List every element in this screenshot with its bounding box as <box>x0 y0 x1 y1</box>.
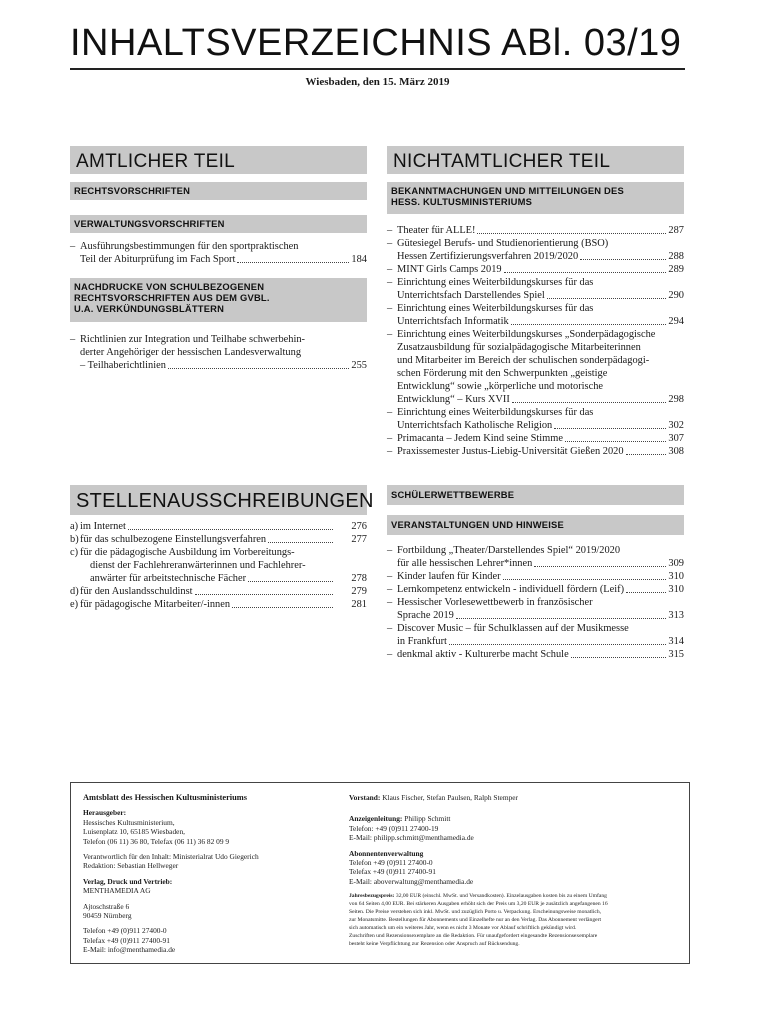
toc-entry[interactable]: – MINT Girls Camps 2019 289 <box>387 264 684 275</box>
subsection-line: HESS. KULTUSMINISTERIUMS <box>391 196 533 207</box>
toc-entry[interactable]: – Theater für ALLE! 287 <box>387 225 684 236</box>
entry-text: Entwicklung“ sowie „körperliche und motorische <box>397 381 604 392</box>
page-number: 307 <box>668 433 684 444</box>
ads-name: Philipp Schmitt <box>404 814 451 824</box>
entry-text: Richtlinien zur Integration und Teilhabe schwerbehin- <box>80 334 306 345</box>
leader-dots <box>554 419 666 429</box>
leader-dots <box>626 445 667 455</box>
toc-list-stellen <box>70 520 367 611</box>
item-label: e) <box>70 599 79 610</box>
subsection-bekanntmachungen <box>387 182 684 214</box>
subsection-line: RECHTSVORSCHRIFTEN AUS DEM GVBL. <box>74 292 270 303</box>
entry-text: Discover Music – für Schulklassen auf der Musikmesse <box>397 623 629 634</box>
subscriptions-label: Abonnentenverwaltung <box>349 848 424 858</box>
toc-entry[interactable]: – Kinder laufen für Kinder 310 <box>387 571 684 582</box>
entry-text: Ausführungsbestimmungen für den sportpraktischen <box>80 241 299 252</box>
page-number: 288 <box>668 251 684 262</box>
entry-text: schen Förderung mit den Schwerpunkten „geistige <box>397 368 608 379</box>
responsible-line: Verantwortlich für den Inhalt: Ministerialrat Udo Giegerich <box>83 852 259 862</box>
entry-text: Unterrichtsfach Darstellendes Spiel <box>397 290 545 301</box>
entry-text: Fortbildung „Theater/Darstellendes Spiel“ 2019/2020 <box>397 545 621 556</box>
entry-text: Entwicklung“ – Kurs XVII <box>397 394 510 405</box>
publisher-house-label: Verlag, Druck und Vertrieb: <box>83 876 173 886</box>
leader-dots <box>456 609 667 619</box>
toc-list-bekanntmachungen <box>387 224 684 458</box>
entry-text: dienst der Fachlehreranwärterinnen und Fachlehrer- <box>90 560 306 571</box>
section-nichtamtlicher-teil: NICHTAMTLICHER TEIL <box>387 146 684 174</box>
entry-text: Einrichtung eines Weiterbildungskurses für das <box>397 277 594 288</box>
page-number: 313 <box>668 610 684 621</box>
entry-text: für alle hessischen Lehrer*innen <box>397 558 533 569</box>
page-number: 310 <box>668 571 684 582</box>
entry-text: anwärter für arbeitstechnische Fächer <box>90 573 247 584</box>
page-number: 290 <box>668 290 684 301</box>
price-text: 32,00 EUR (einschl. MwSt. und Versandkosten). Einzelausgaben kosten bis zu einem Umfang <box>395 893 607 900</box>
board-label: Vorstand: <box>349 793 381 802</box>
publisher-label: Herausgeber: <box>83 808 127 818</box>
imprint-right <box>349 793 685 948</box>
publisher-fax: Telefax +49 (0)911 27400-91 <box>83 935 170 945</box>
leader-dots <box>547 289 667 299</box>
publisher-line: Luisenplatz 10, 65185 Wiesbaden, <box>83 827 185 837</box>
entry-text: Unterrichtsfach Informatik <box>397 316 509 327</box>
leader-dots <box>268 533 333 543</box>
leader-dots <box>237 253 349 263</box>
entry-text: und Mitarbeiter im Bereich der schulischen sonderpädagogi- <box>397 355 650 366</box>
dateline: Wiesbaden, den 15. März 2019 <box>305 76 450 88</box>
subsection-nachdrucke <box>70 278 367 322</box>
entry-text: derter Angehöriger der hessischen Landesverwaltung <box>80 347 302 358</box>
price-text: zur Monatsmitte. Bestellungen für Abonnements und Einzelhefte nur an den Verlag. Das Abonnement verlängert <box>349 917 602 924</box>
entry-text: Einrichtung eines Weiterbildungskurses für das <box>397 303 594 314</box>
item-label: c) <box>70 547 79 558</box>
toc-entry[interactable]: – Gütesiegel Berufs- und Studienorientierung (BSO) Hessen Zertifizierungsverfahren 2019/2020 288 <box>387 238 684 262</box>
entry-text: im Internet <box>80 521 126 532</box>
subscriptions-phone: Telefon +49 (0)911 27400-0 <box>349 858 433 868</box>
toc-entry[interactable] <box>70 585 367 598</box>
price-text: von 64 Seiten 4,00 EUR. Bei stärkeren Ausgaben erhöht sich der Preis um 3,20 EUR je zusätzlich angefangenen 16 <box>349 901 608 908</box>
toc-entry[interactable]: – Einrichtung eines Weiterbildungskurses für das Unterrichtsfach Darstellendes Spiel 290 <box>387 277 684 301</box>
entry-text: Primacanta – Jedem Kind seine Stimme <box>397 433 563 444</box>
ads-label: Anzeigenleitung: <box>349 814 403 824</box>
toc-entry[interactable]: – Praxissemester Justus-Liebig-Universität Gießen 2020 308 <box>387 446 684 457</box>
publisher-line: Hessisches Kultusministerium, <box>83 817 175 827</box>
page-number: 287 <box>668 225 684 236</box>
subsection-rechtsvorschriften: RECHTSVORSCHRIFTEN <box>70 182 367 200</box>
imprint-box <box>70 782 690 964</box>
item-label: a) <box>70 521 79 532</box>
entry-text: Einrichtung eines Weiterbildungskurses für das <box>397 407 594 418</box>
leader-dots <box>232 598 333 608</box>
subsection-veranstaltungen: VERANSTALTUNGEN UND HINWEISE <box>387 515 684 535</box>
entry-text: in Frankfurt <box>397 636 447 647</box>
entry-text: für das schulbezogene Einstellungsverfahren <box>80 534 267 545</box>
section-stellenausschreibungen: STELLENAUSSCHREIBUNGEN <box>70 485 367 515</box>
subsection-line: U.A. VERKÜNDUNGSBLÄTTERN <box>74 303 225 314</box>
leader-dots <box>534 557 666 567</box>
leader-dots <box>195 585 333 595</box>
price-text: Zuschriften und Rezensionsexemplare an die Redaktion. Für unaufgefordert eingesandte Rezensionsexemplare <box>349 933 598 940</box>
subscriptions-fax: Telefax +49 (0)911 27400-91 <box>349 867 436 877</box>
imprint-left <box>83 793 343 955</box>
entry-text: für pädagogische Mitarbeiter/-innen <box>80 599 231 610</box>
entry-text: Einrichtung eines Weiterbildungskurses „Sonderpädagogische <box>397 329 656 340</box>
toc-entry[interactable]: – Richtlinien zur Integration und Teilhabe schwerbehin- derter Angehöriger der hessischen Landesverwaltung – Teilhaberichtlinien 255 <box>70 334 367 371</box>
page-number: 255 <box>351 360 367 371</box>
editor-line: Redaktion: Sebastian Hellweger <box>83 861 179 871</box>
page-number: 310 <box>668 584 684 595</box>
page-number: 279 <box>351 586 367 597</box>
leader-dots <box>512 393 667 403</box>
toc-entry[interactable]: – Discover Music – für Schulklassen auf der Musikmesse in Frankfurt 314 <box>387 623 684 647</box>
toc-entry[interactable]: – Primacanta – Jedem Kind seine Stimme 307 <box>387 433 684 444</box>
toc-entry[interactable]: – Einrichtung eines Weiterbildungskurses für das Unterrichtsfach Katholische Religion 302 <box>387 407 684 431</box>
page-number: 281 <box>351 599 367 610</box>
page-number: 308 <box>668 446 684 457</box>
toc-entry[interactable] <box>70 598 367 611</box>
item-label: b) <box>70 534 79 545</box>
leader-dots <box>571 648 667 658</box>
leader-dots <box>168 359 349 369</box>
subsection-line: NACHDRUCKE VON SCHULBEZOGENEN <box>74 281 265 292</box>
page-number: 302 <box>668 420 684 431</box>
item-label: d) <box>70 586 79 597</box>
page-number: 294 <box>668 316 684 327</box>
leader-dots <box>248 572 333 582</box>
toc-entry[interactable]: – Einrichtung eines Weiterbildungskurses „Sonderpädagogische Zusatzausbildung für sozialpädagogische Mitarbeiterinnen und Mitarbeiter im Bereich der schulischen sonderpädagogi- schen Förderung mit den Schwerpunkten „geistige Entwicklung“ sowie „körperliche und motorische Entwicklung“ – Kurs XVII 298 <box>387 329 684 405</box>
entry-text: Praxissemester Justus-Liebig-Universität Gießen 2020 <box>397 446 624 457</box>
entry-text: Hessischer Vorlesewettbewerb in französischer <box>397 597 593 608</box>
subsection-schuelerwettbewerbe: SCHÜLERWETTBEWERBE <box>387 485 684 505</box>
entry-text: für die pädagogische Ausbildung im Vorbereitungs- <box>80 547 295 558</box>
entry-text: denkmal aktiv - Kulturerbe macht Schule <box>397 649 569 660</box>
toc-list-veranstaltungen <box>387 544 684 661</box>
ads-phone: Telefon: +49 (0)911 27400-19 <box>349 823 439 833</box>
subsection-verwaltungsvorschriften: VERWALTUNGSVORSCHRIFTEN <box>70 215 367 233</box>
toc-entry[interactable] <box>70 520 367 533</box>
leader-dots <box>580 250 666 260</box>
price-info <box>349 892 685 948</box>
title-rule <box>70 68 685 70</box>
leader-dots <box>504 263 667 273</box>
section-amtlicher-teil: AMTLICHER TEIL <box>70 146 367 174</box>
entry-text: Lernkompetenz entwickeln - individuell fördern (Leif) <box>397 584 625 595</box>
toc-entry[interactable]: – Einrichtung eines Weiterbildungskurses für das Unterrichtsfach Informatik 294 <box>387 303 684 327</box>
ads-email[interactable]: E-Mail: philipp.schmitt@menthamedia.de <box>349 833 474 843</box>
subsection-line: BEKANNTMACHUNGEN UND MITTEILUNGEN DES <box>391 185 624 196</box>
page-title: INHALTSVERZEICHNIS ABl. 03/19 <box>70 22 682 64</box>
price-text: Seiten. Die Preise verstehen sich inkl. MwSt. und zuzüglich Porto u. Verpackung. Erscheinungsweise monatlich, <box>349 909 602 916</box>
entry-text: Theater für ALLE! <box>397 225 476 236</box>
subscriptions-email[interactable]: E-Mail: aboverwaltung@menthamedia.de <box>349 876 474 886</box>
leader-dots <box>477 224 666 234</box>
publisher-line: Telefon (06 11) 36 80, Telefax (06 11) 36 82 09 9 <box>83 836 230 846</box>
board-names: Klaus Fischer, Stefan Paulsen, Ralph Stemper <box>382 793 519 802</box>
price-text: sich automatisch um ein weiteres Jahr, wenn es nicht 3 Monate vor Ablauf schriftlich gekündigt wird. <box>349 925 577 932</box>
entry-text: – Teilhaberichtlinien <box>80 360 166 371</box>
publisher-phone: Telefon +49 (0)911 27400-0 <box>83 926 167 936</box>
page-number: 276 <box>351 521 367 532</box>
page-number: 277 <box>351 534 367 545</box>
page-number: 309 <box>668 558 684 569</box>
entry-text: Kinder laufen für Kinder <box>397 571 501 582</box>
entry-text: für den Auslandsschuldinst <box>80 586 193 597</box>
toc-entry[interactable]: – Hessischer Vorlesewettbewerb in französischer Sprache 2019 313 <box>387 597 684 621</box>
publisher-house-line: 90459 Nürnberg <box>83 911 132 921</box>
leader-dots <box>128 520 333 530</box>
leader-dots <box>565 432 666 442</box>
page-number: 289 <box>668 264 684 275</box>
entry-text: Gütesiegel Berufs- und Studienorientierung (BSO) <box>397 238 609 249</box>
page-number: 184 <box>351 254 367 265</box>
toc-entry[interactable]: – Ausführungsbestimmungen für den sportpraktischen Teil der Abiturprüfung im Fach Sport 184 <box>70 241 367 265</box>
entry-text: Hessen Zertifizierungsverfahren 2019/2020 <box>397 251 579 262</box>
publisher-house-line: MENTHAMEDIA AG <box>83 886 151 896</box>
toc-entry[interactable] <box>70 546 367 585</box>
page-number: 298 <box>668 394 684 405</box>
leader-dots <box>449 635 666 645</box>
page-number: 278 <box>351 573 367 584</box>
entry-text: Sprache 2019 <box>397 610 454 621</box>
leader-dots <box>626 583 666 593</box>
toc-entry[interactable]: – Lernkompetenz entwickeln - individuell fördern (Leif) 310 <box>387 584 684 595</box>
toc-entry[interactable]: – Fortbildung „Theater/Darstellendes Spiel“ 2019/2020 für alle hessischen Lehrer*innen 309 <box>387 545 684 569</box>
publisher-email[interactable]: E-Mail: info@menthamedia.de <box>83 945 176 955</box>
price-label: Jahresbezugspreis: <box>349 893 395 900</box>
imprint-title: Amtsblatt des Hessischen Kultusministeriums <box>83 793 248 802</box>
entry-text: Zusatzausbildung für sozialpädagogische Mitarbeiterinnen <box>397 342 641 353</box>
entry-text: MINT Girls Camps 2019 <box>397 264 502 275</box>
page-number: 315 <box>668 649 684 660</box>
entry-text: Teil der Abiturprüfung im Fach Sport <box>80 254 236 265</box>
page-number: 314 <box>668 636 684 647</box>
publisher-house-line: Ajtoschstraße 6 <box>83 901 130 911</box>
leader-dots <box>511 315 667 325</box>
leader-dots <box>503 570 667 580</box>
toc-entry[interactable]: – denkmal aktiv - Kulturerbe macht Schule 315 <box>387 649 684 660</box>
entry-text: Unterrichtsfach Katholische Religion <box>397 420 553 431</box>
toc-entry[interactable] <box>70 533 367 546</box>
price-text: besteht keine Verpflichtung zur Rezension oder Anspruch auf Rücksendung. <box>349 941 520 948</box>
